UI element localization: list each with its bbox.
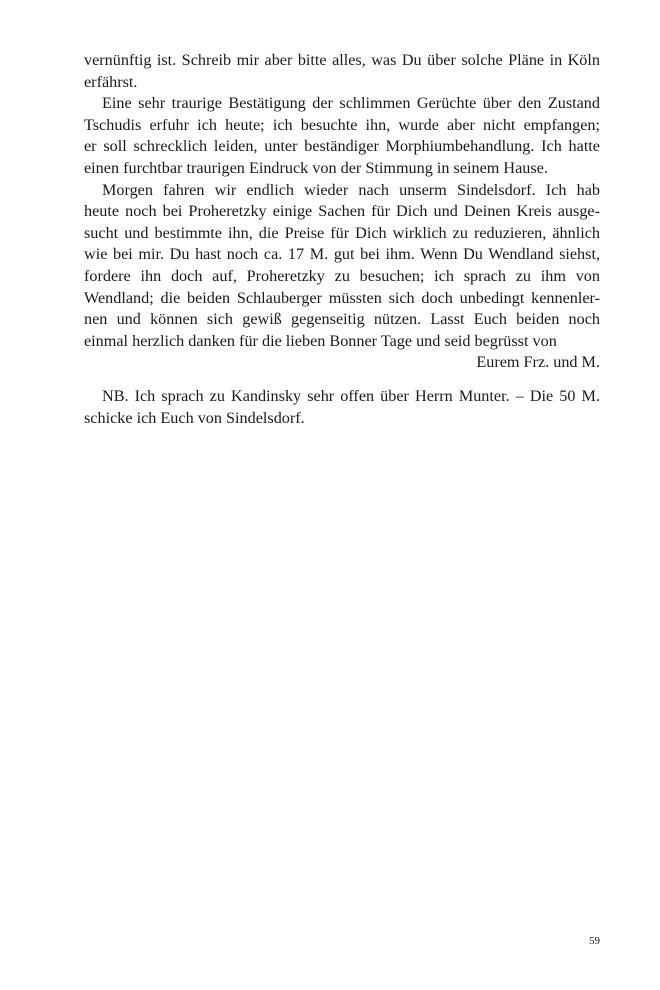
text-line: Eine sehr traurige Bestätigung der schlimmen Gerüchte über den Zustand <box>102 94 600 113</box>
text-line: Wendland; die beiden Schlauberger müssten sich doch unbedingt kennenler- <box>84 288 600 307</box>
text-line: er soll schrecklich leiden, unter beständiger Morphiumbehandlung. Ich hatte <box>84 137 600 156</box>
text-line: vernünftig ist. Schreib mir aber bitte alles, was Du über solche Pläne in Köln <box>84 51 600 69</box>
text-line: erfährst. <box>84 72 138 91</box>
text-line: sucht und bestimmte ihn, die Preise für Dich wirklich zu reduzieren, ähnlich <box>84 223 600 242</box>
letter-closing: Eurem Frz. und M. <box>476 353 600 372</box>
postscript-line: schicke ich Euch von Sindelsdorf. <box>84 408 305 427</box>
postscript-line: NB. Ich sprach zu Kandinsky sehr offen über Herrn Munter. – Die 50 M. <box>102 386 600 405</box>
text-line: nen und können sich gewiß gegenseitig nützen. Lasst Euch beiden noch <box>84 310 600 329</box>
paragraph-gap <box>84 374 600 386</box>
text-line: Morgen fahren wir endlich wieder nach unserm Sindelsdorf. Ich hab <box>102 180 600 199</box>
text-line: Tschudis erfuhr ich heute; ich besuchte ihn, wurde aber nicht empfangen; <box>84 115 600 134</box>
text-line: fordere ihn doch auf, Proheretzky zu besuchen; ich sprach zu ihm von <box>84 266 600 285</box>
text-line: heute noch bei Proheretzky einige Sachen für Dich und Deinen Kreis ausge- <box>84 202 600 221</box>
text-line: einmal herzlich danken für die lieben Bonner Tage und seid begrüsst von <box>84 331 557 350</box>
text-line: wie bei mir. Du hast noch ca. 17 M. gut bei ihm. Wenn Du Wendland siehst, <box>84 245 600 264</box>
text-line: einen furchtbar traurigen Eindruck von der Stimmung in seinem Hause. <box>84 158 548 177</box>
body-text <box>84 50 600 429</box>
page-number: 59 <box>589 935 600 947</box>
